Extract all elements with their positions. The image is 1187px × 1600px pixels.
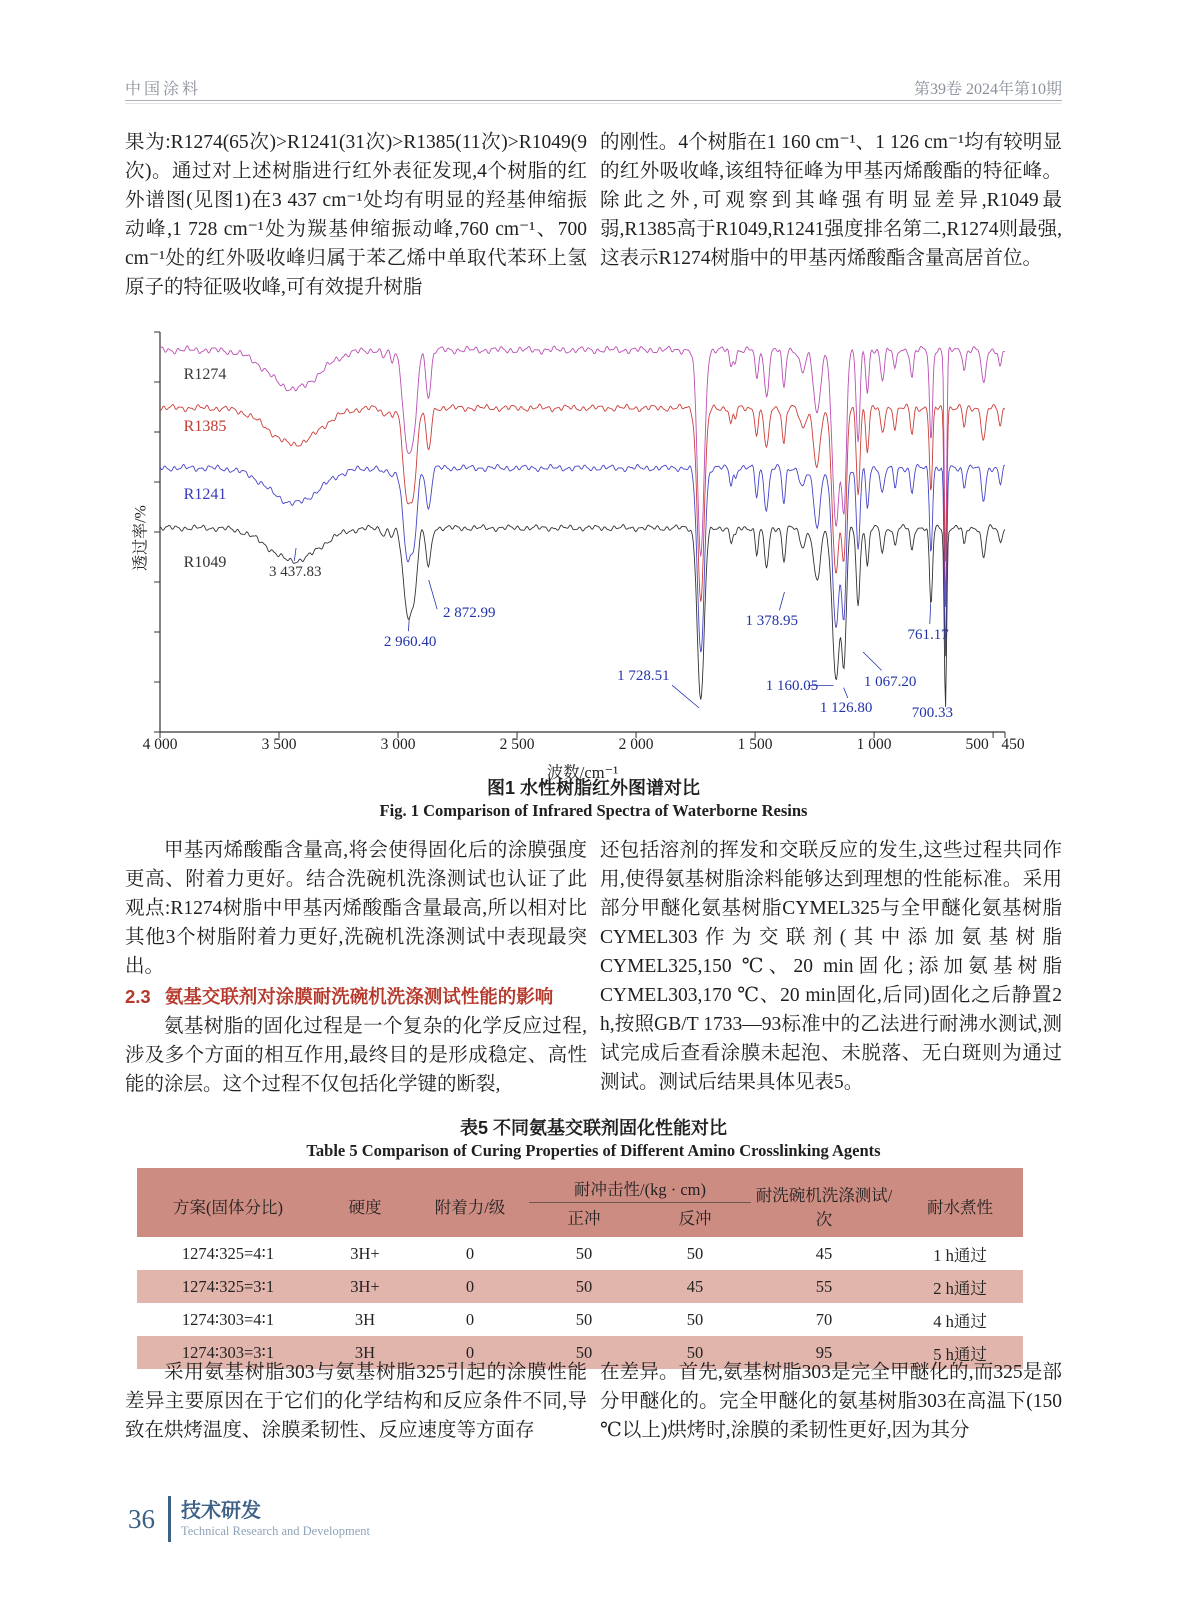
peak-annotation: 3 437.83 [268,564,322,580]
peak-annotation: 2 960.40 [383,634,437,650]
peak-annotation: 700.33 [911,704,953,721]
table-caption-en: Table 5 Comparison of Curing Properties of Different Amino Crosslinking Agents [306,1141,881,1160]
x-tick-label: 2 000 [618,736,654,753]
paragraph: 还包括溶剂的挥发和交联反应的发生,这些过程共同作用,使得氨基树脂涂料能够达到理想的性能标准。采用部分甲醚化氨基树脂CYMEL325与全甲醚化氨基树脂CYMEL303作为交联剂(其中添加氨基树脂CYMEL325,150 ℃、20 min固化;添加氨基树脂CYMEL303,170 ℃、20 min固化,后同)固化之后静置2 h,按照GB/T 1733—93标准中的乙法进行耐沸水测试,测试完成后查看涂膜未起泡、未脱落、无白斑则为通过测试。测试后结果具体见表5。 [600,840,1062,1093]
series-label-R1385: R1385 [183,418,227,435]
table-cell: 0 [465,1309,475,1329]
table-head [137,1168,1023,1237]
table-row [137,1270,1023,1303]
series-label-R1049: R1049 [183,554,227,571]
paragraph: 在差异。首先,氨基树脂303是完全甲醚化的,而325是部分甲醚化的。完全甲醚化的氨基树脂303在高温下(150 ℃以上)烘烤时,涂膜的柔韧性更好,因为其分 [600,1362,1062,1441]
peak-annotation: 2 872.99 [443,604,496,621]
table-cell: 55 [751,1270,897,1303]
paragraph: 甲基丙烯酸酯含量高,将会使得固化后的涂膜强度更高、附着力更好。结合洗碗机洗涤测试也认证了此观点:R1274树脂中甲基丙烯酸酯含量最高,所以相对比其他3个树脂附着力更好,洗碗机洗涤测试中表现最突出。 [125,840,587,977]
paragraph: 果为:R1274(65次)>R1241(31次)>R1385(11次)>R1049(9次)。通过对上述树脂进行红外表征发现,4个树脂的红外谱图(见图1)在3 437 cm⁻¹处均有明显的羟基伸缩振动峰,1 728 cm⁻¹处为羰基伸缩振动峰,760 cm⁻¹、700 cm⁻¹处的红外吸收峰归属于苯乙烯中单取代苯环上氢原子的特征吸收峰,可有效提升树脂 [125,132,587,298]
page-number: 36 [128,1503,155,1534]
x-tick-label: 500 [965,736,989,753]
table-cell: 0 [411,1270,529,1303]
col-header-impact-back: 反冲 [639,1203,751,1238]
table-cell: 50 [575,1309,593,1329]
footer-dept-en: Technical Research and Development [181,1523,370,1538]
paragraph: 采用氨基树脂303与氨基树脂325引起的涂膜性能差异主要原因在于它们的化学结构和反应条件不同,导致在烘烤温度、涂膜柔韧性、反应速度等方面存 [125,1362,587,1441]
col-header-impact-group: 耐冲击性/(kg · cm) [529,1168,751,1203]
table-cell: 0 [465,1243,475,1263]
plot-area [160,332,1005,732]
col-header-hardness: 硬度 [319,1168,411,1237]
figure-caption-cn: 图1 水性树脂红外图谱对比 [486,778,700,798]
col-header-scheme: 方案(固体分比) [137,1168,319,1237]
header-rule [125,100,1062,104]
section-title: 氨基交联剂对涂膜耐洗碗机洗涤测试性能的影响 [164,986,554,1007]
table-cell: 2 h通过 [897,1270,1023,1303]
col-header-impact-front: 正冲 [529,1203,639,1238]
x-axis-ticks [142,736,1025,756]
table-cell: 1 h通过 [933,1245,987,1265]
x-tick-label: 1 500 [737,736,773,753]
footer-divider [168,1496,171,1542]
peak-annotation: 761.17 [907,627,949,644]
x-axis-label: 波数/cm⁻¹ [546,763,619,782]
paragraph: 氨基树脂的固化过程是一个复杂的化学反应过程,涉及多个方面的相互作用,最终目的是形成稳定、高性能的涂层。这个过程不仅包括化学键的断裂, [125,1016,587,1095]
column-left-block1 [125,128,587,302]
peak-annotation: 1 067.20 [863,673,917,690]
table-cell: 1274∶303=3∶1 [137,1336,319,1369]
table-cell: 95 [751,1336,897,1369]
series-label-R1241: R1241 [183,486,227,503]
y-axis-label: 透过率/% [132,505,150,571]
peak-annotation: 1 728.51 [617,668,670,684]
column-right-block3 [600,1358,1062,1445]
table-cell: 0 [411,1336,529,1369]
x-tick-label: 450 [1001,736,1025,753]
section-number: 2.3 [125,986,151,1007]
table-cell: 50 [529,1336,639,1369]
journal-name: 中国涂料 [125,81,202,98]
column-right-block1 [600,128,1062,273]
table-cell: 3H+ [319,1270,411,1303]
table-cell: 50 [686,1309,704,1329]
spectra-svg [160,332,1005,732]
table-cell: 70 [815,1309,833,1329]
peak-annotation: 1 378.95 [745,612,799,629]
table-row [137,1237,1023,1270]
table-cell: 45 [639,1270,751,1303]
peak-annotation: 1 160.05 [765,678,819,695]
footer-dept-cn: 技术研发 [181,1499,261,1522]
page-footer [128,1496,370,1542]
column-left-block2 [125,836,587,1099]
x-tick-label: 1 000 [856,736,892,753]
table-cell: 1274∶303=4∶1 [181,1309,275,1329]
peak-annotation: 1 126.80 [819,700,873,716]
figure-caption-en: Fig. 1 Comparison of Infrared Spectra of Waterborne Resins [379,801,808,820]
x-tick-label: 4 000 [142,736,178,753]
col-header-water-boil: 耐水煮性 [897,1168,1023,1237]
table-cell: 3H [354,1309,376,1329]
table-row [137,1303,1023,1336]
table-cell: 5 h通过 [897,1336,1023,1369]
col-header-adhesion: 附着力/级 [411,1168,529,1237]
table-cell: 1274∶325=3∶1 [137,1270,319,1303]
table-caption-cn: 表5 不同氨基交联剂固化性能对比 [459,1118,727,1138]
curing-properties-table [137,1168,1023,1369]
table-cell: 50 [575,1243,593,1263]
section-heading [125,981,587,1012]
col-header-dishwasher: 耐洗碗机洗涤测试/次 [751,1168,897,1237]
column-left-block3 [125,1358,587,1445]
table-cell: 4 h通过 [933,1311,987,1331]
paragraph: 的刚性。4个树脂在1 160 cm⁻¹、1 126 cm⁻¹均有较明显的红外吸收峰,该组特征峰为甲基丙烯酸酯的特征峰。除此之外,可观察到其峰强有明显差异,R1049最弱,R1385高于R1049,R1241强度排名第二,R1274则最强,这表示R1274树脂中的甲基丙烯酸酯含量高居首位。 [600,132,1062,269]
table-cell: 50 [686,1243,704,1263]
x-tick-label: 3 000 [380,736,416,753]
table-cell: 50 [529,1270,639,1303]
column-right-block2 [600,836,1062,1097]
footer-dept [181,1499,370,1540]
volume-issue: 第39卷 2024年第10期 [913,81,1062,98]
x-tick-label: 2 500 [499,736,535,753]
table-cell: 3H+ [350,1243,380,1263]
table-body [137,1237,1023,1369]
table-cell: 3H [319,1336,411,1369]
table-cell: 45 [815,1243,833,1263]
x-tick-label: 3 500 [261,736,297,753]
ir-spectra-chart [125,326,1065,796]
table-cell: 50 [639,1336,751,1369]
table-cell: 1274∶325=4∶1 [181,1243,275,1263]
series-label-R1274: R1274 [183,366,227,383]
